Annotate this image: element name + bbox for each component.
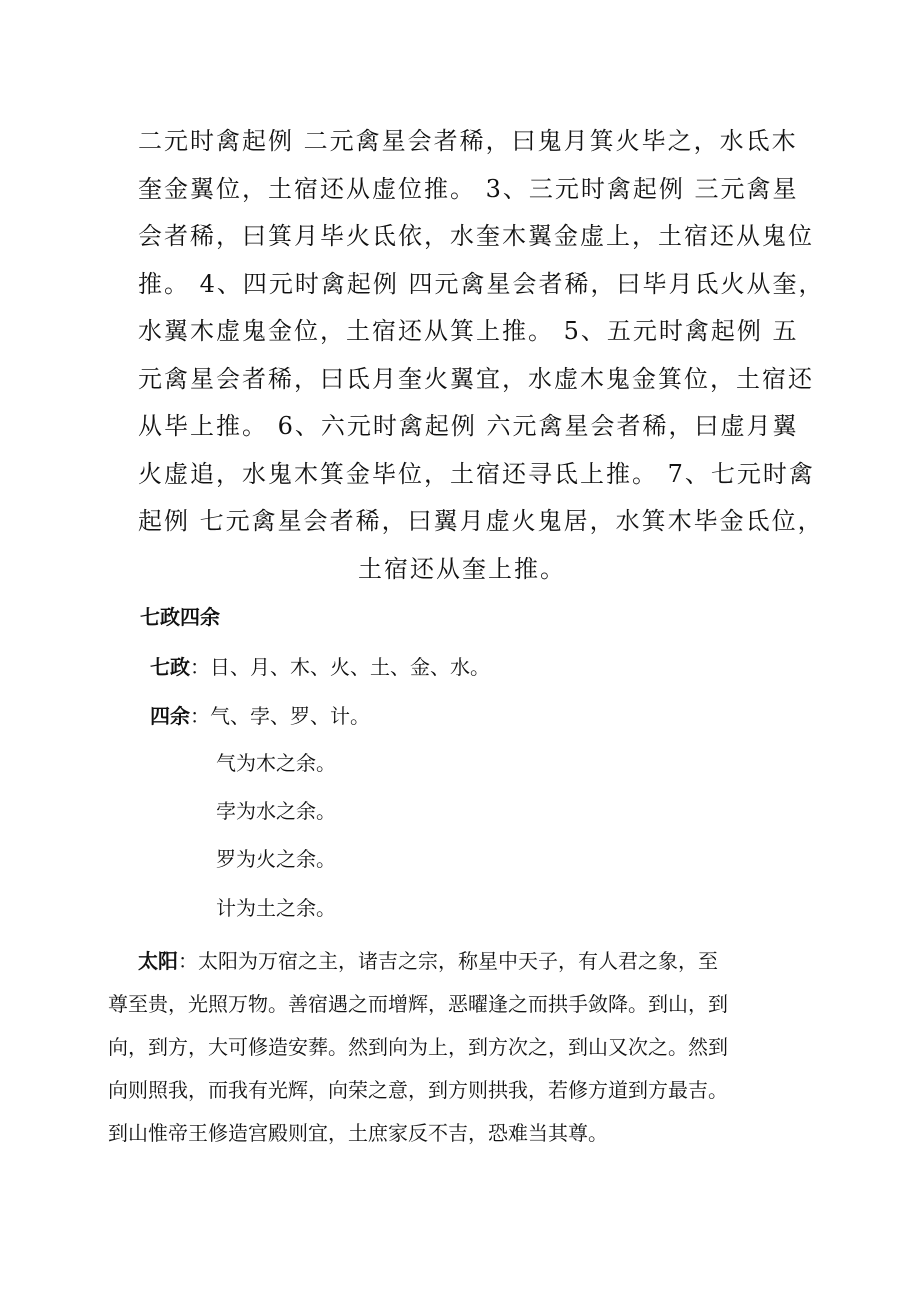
centered-line: 火虚追，水鬼木箕金毕位，土宿还寻氐上推。 7、七元时禽 xyxy=(138,459,815,488)
taiyang-first-line xyxy=(108,940,788,983)
centered-line: 二元时禽起例 二元禽星会者稀，曰鬼月箕火毕之，水氐木 xyxy=(138,127,798,155)
siyu-sub-item: 气为木之余。 xyxy=(216,751,336,775)
taiyang-first-text: ：太阳为万宿之主，诸吉之宗，称星中天子，有人君之象，至 xyxy=(178,949,718,973)
centered-line: 会者稀，曰箕月毕火氐依，水奎木翼金虚上，土宿还从鬼位 xyxy=(138,222,814,250)
taiyang-paragraph xyxy=(108,940,788,1155)
taiyang-line: 向则照我，而我有光辉，向荣之意，到方则拱我，若修方道到方最吉。 xyxy=(108,1078,728,1102)
siyu-sub-item: 计为土之余。 xyxy=(216,896,336,920)
siyu-sub-item: 孛为水之余。 xyxy=(216,799,336,823)
qizheng-text: ：日、月、木、火、土、金、水。 xyxy=(190,655,490,679)
centered-line: 从毕上推。 6、六元时禽起例 六元禽星会者稀，曰虚月翼 xyxy=(138,412,799,440)
centered-line: 起例 七元禽星会者稀，曰翼月虚火鬼居，水箕木毕金氐位， xyxy=(138,507,824,535)
taiyang-label: 太阳 xyxy=(138,949,178,973)
taiyang-line: 向，到方，大可修造安葬。然到向为上，到方次之，到山又次之。然到 xyxy=(108,1035,728,1059)
qizheng-row xyxy=(150,652,490,682)
taiyang-line: 尊至贵，光照万物。善宿遇之而增辉，恶曜逢之而拱手敛降。到山，到 xyxy=(108,992,728,1016)
siyu-label: 四余 xyxy=(150,704,190,728)
siyu-text: ：气、孛、罗、计。 xyxy=(190,704,370,728)
siyu-sub-item: 罗为火之余。 xyxy=(216,847,336,871)
centered-text-block xyxy=(138,118,825,593)
centered-line: 水翼木虚鬼金位，土宿还从箕上推。 5、五元时禽起例 五 xyxy=(138,317,799,345)
centered-line: 奎金翼位，土宿还从虚位推。 3、三元时禽起例 三元禽星 xyxy=(138,174,799,203)
centered-line: 元禽星会者稀，曰氐月奎火翼宜，水虚木鬼金箕位，土宿还 xyxy=(138,364,814,393)
centered-line: 推。 4、四元时禽起例 四元禽星会者稀，曰毕月氐火从奎， xyxy=(138,269,825,298)
section-heading: 七政四余 xyxy=(140,605,220,629)
taiyang-line: 到山惟帝王修造宫殿则宜，土庶家反不吉，恐难当其尊。 xyxy=(108,1121,608,1145)
siyu-row xyxy=(150,701,370,731)
centered-line: 土宿还从奎上推。 xyxy=(358,554,566,583)
qizheng-label: 七政 xyxy=(150,655,190,679)
